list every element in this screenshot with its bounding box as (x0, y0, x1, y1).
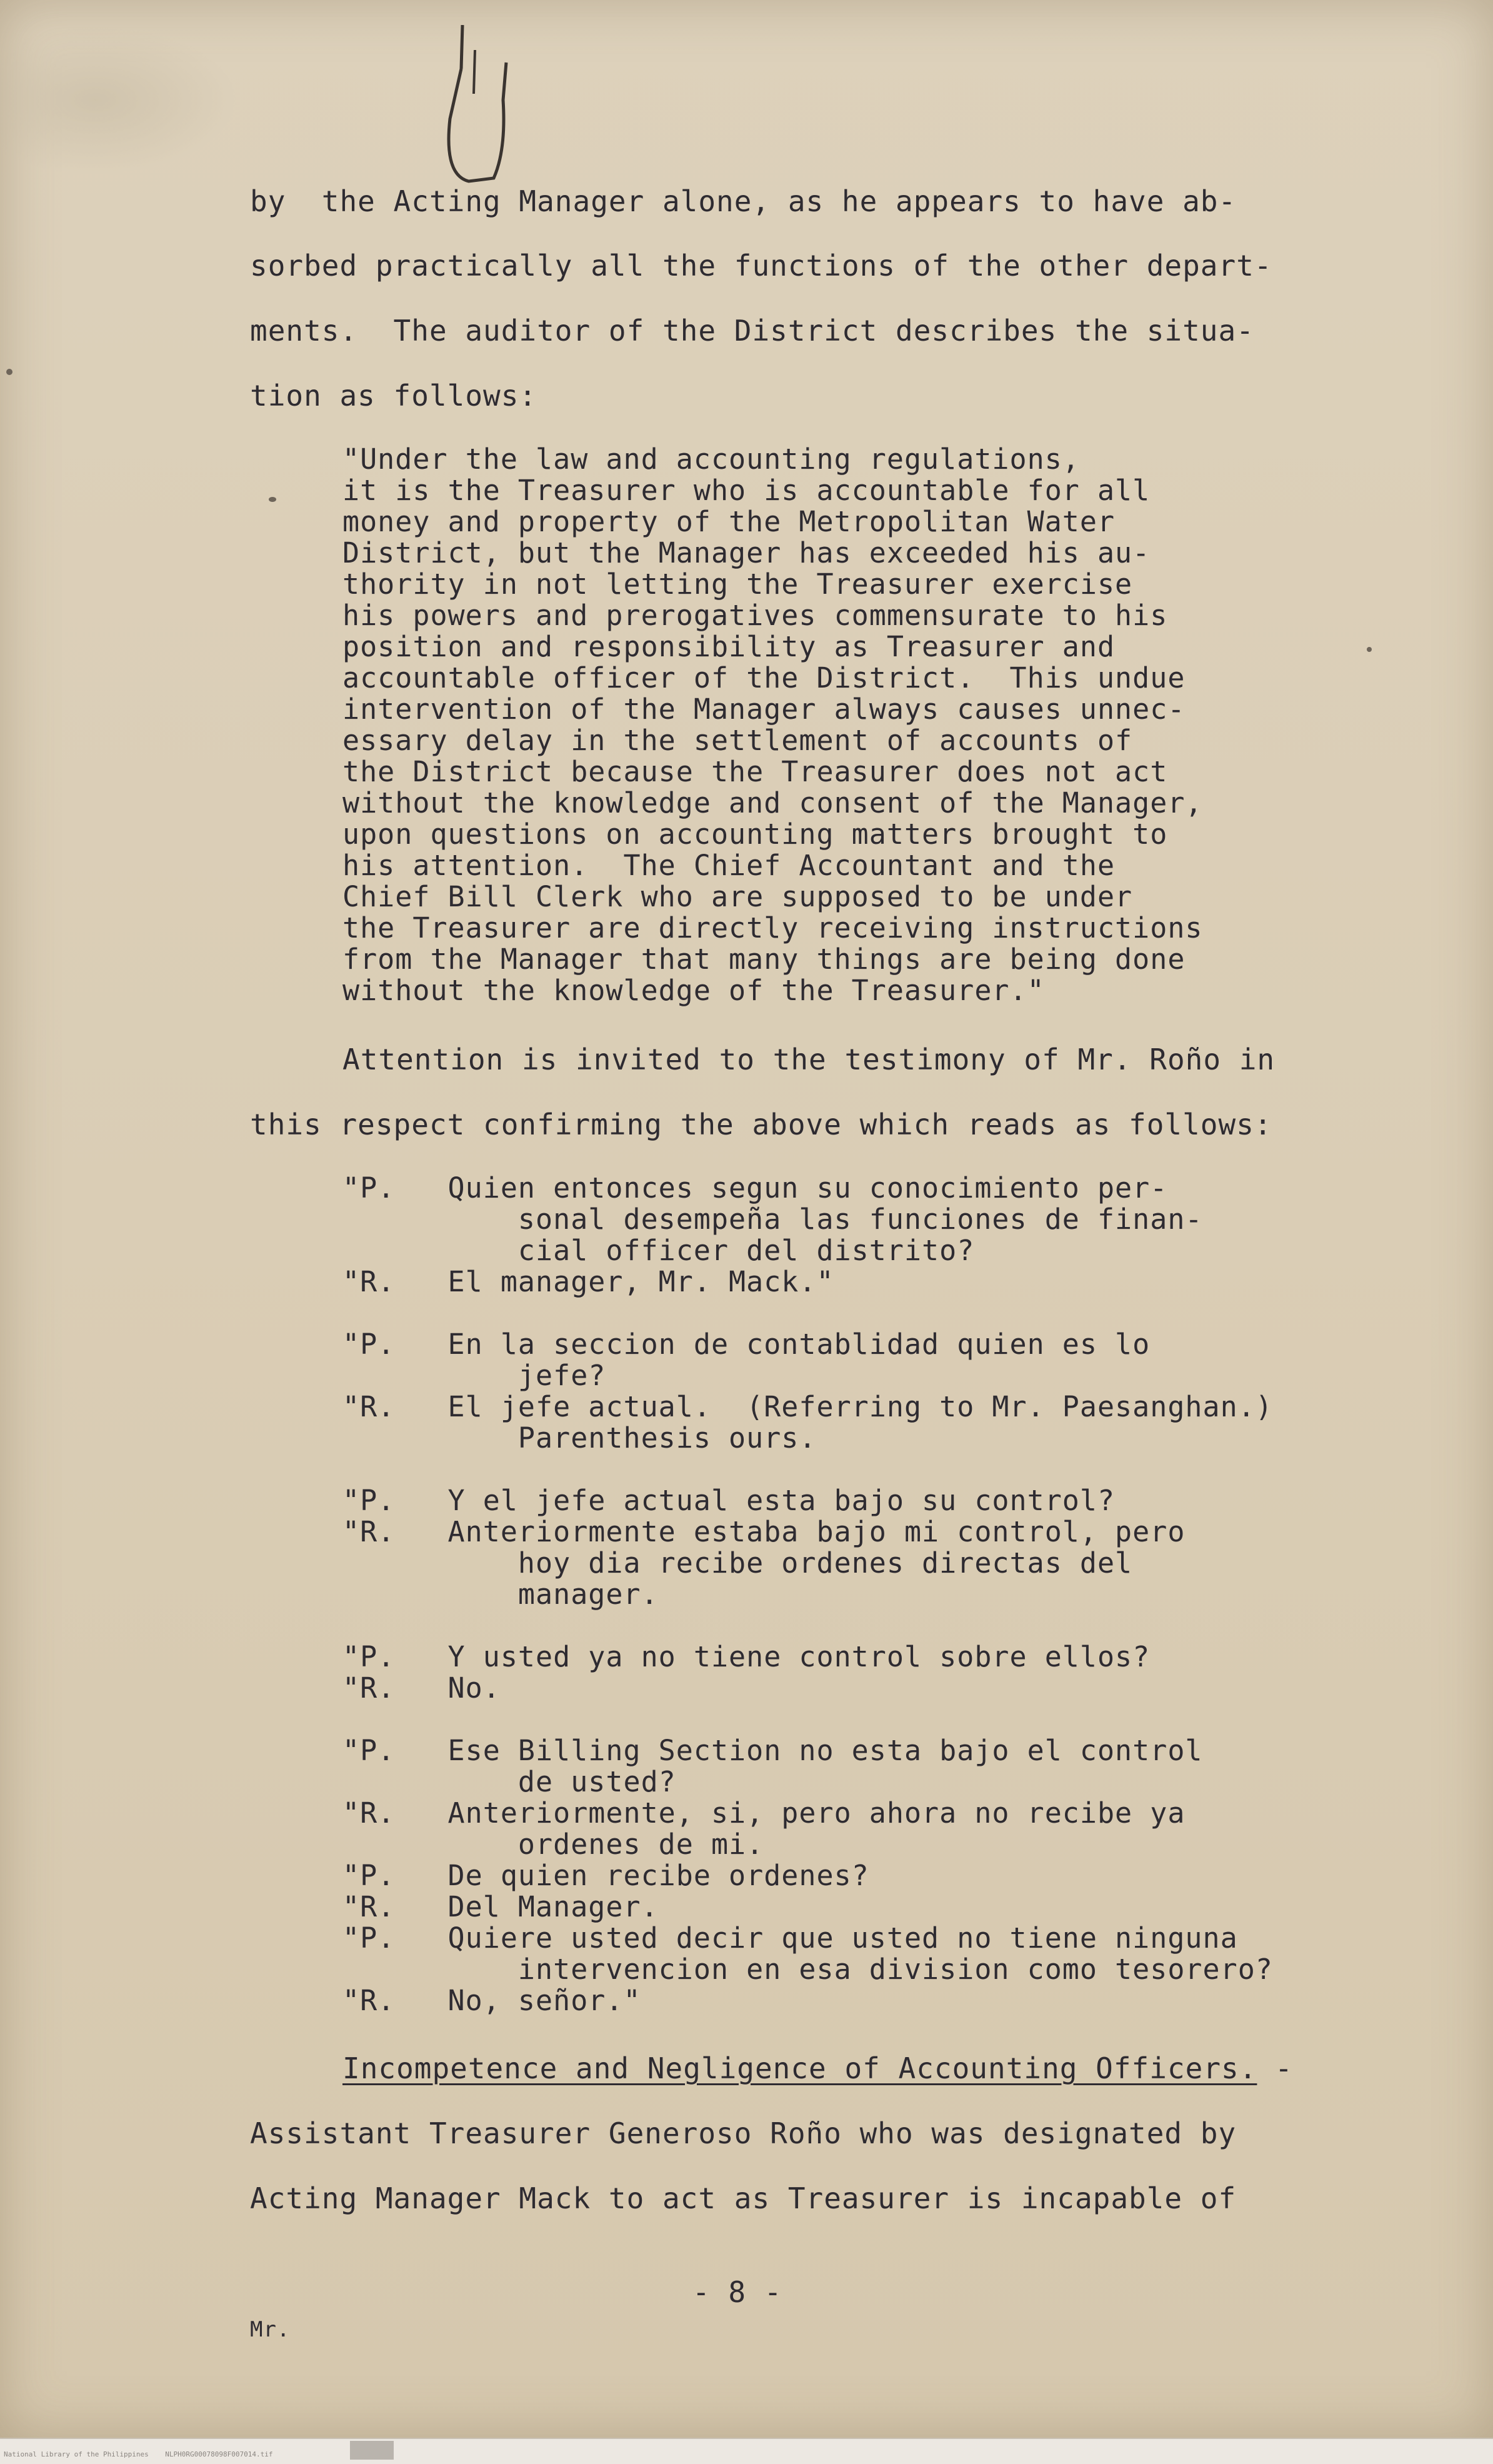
body-line: Attention is invited to the testimony of Mr. Roño in (342, 1043, 1276, 1076)
testimony-line: "R. El jefe actual. (Referring to Mr. Paesanghan.) (342, 1390, 1273, 1423)
speck (269, 497, 276, 502)
body-line: ments. The auditor of the District describes the situa- (250, 314, 1254, 348)
quote-line: without the knowledge of the Treasurer." (342, 974, 1045, 1007)
section-heading: Incompetence and Negligence of Accounting Officers. (342, 2051, 1257, 2085)
scan-footer-block (350, 2441, 394, 2460)
quote-line: without the knowledge and consent of the Manager, (342, 786, 1203, 819)
testimony-line: "R. El manager, Mr. Mack." (342, 1265, 834, 1298)
heading-dash: - (1257, 2051, 1293, 2085)
quote-line: District, but the Manager has exceeded his au- (342, 536, 1151, 569)
testimony-line: cial officer del distrito? (342, 1234, 975, 1267)
testimony-line: "P. Y el jefe actual esta bajo su control? (342, 1484, 1116, 1517)
testimony-line: hoy dia recibe ordenes directas del (342, 1546, 1133, 1580)
speck (1367, 647, 1372, 652)
testimony-line: "R. Anteriormente, si, pero ahora no recibe ya (342, 1796, 1186, 1830)
speck (6, 369, 12, 375)
quote-line: his attention. The Chief Accountant and the (342, 849, 1116, 882)
testimony-line: "R. No. (342, 1671, 501, 1705)
water-stain (0, 25, 237, 175)
testimony-line: de usted? (342, 1765, 676, 1798)
body-line: tion as follows: (250, 379, 537, 413)
quote-line: the Treasurer are directly receiving instructions (342, 911, 1203, 944)
testimony-line: jefe? (342, 1359, 606, 1392)
quote-line: Chief Bill Clerk who are supposed to be under (342, 880, 1133, 913)
body-line: this respect confirming the above which reads as follows: (250, 1108, 1272, 1141)
quote-line: thority in not letting the Treasurer exercise (342, 568, 1133, 601)
staple-mark-icon (425, 25, 531, 194)
quote-line: it is the Treasurer who is accountable for all (342, 474, 1151, 507)
testimony-line: "P. En la seccion de contablidad quien es lo (342, 1328, 1151, 1361)
quote-line: the District because the Treasurer does not act (342, 755, 1168, 788)
quote-line: accountable officer of the District. This undue (342, 661, 1186, 694)
testimony-line: "P. Y usted ya no tiene control sobre ellos? (342, 1640, 1151, 1673)
quote-line: his powers and prerogatives commensurate to his (342, 599, 1168, 632)
quote-line: upon questions on accounting matters brought to (342, 818, 1168, 851)
scan-footer-text: National Library of the Philippines NLPH0RG00078098F007014.tif (4, 2450, 273, 2458)
testimony-line: "P. Ese Billing Section no esta bajo el control (342, 1734, 1203, 1767)
section-heading-line (342, 2051, 1293, 2085)
body-line: by the Acting Manager alone, as he appears to have ab- (250, 184, 1237, 218)
body-line: sorbed practically all the functions of the other depart- (250, 249, 1272, 283)
testimony-line: ordenes de mi. (342, 1828, 764, 1861)
testimony-line: "R. No, señor." (342, 1984, 641, 2017)
testimony-line: manager. (342, 1578, 659, 1611)
quote-line: intervention of the Manager always causes unnec- (342, 693, 1186, 726)
quote-line: essary delay in the settlement of accounts of (342, 724, 1133, 757)
testimony-line: "P. De quien recibe ordenes? (342, 1859, 869, 1892)
testimony-line: sonal desempeña las funciones de finan- (342, 1203, 1203, 1236)
testimony-line: "R. Anteriormente estaba bajo mi control, pero (342, 1515, 1186, 1548)
testimony-line: "R. Del Manager. (342, 1890, 659, 1923)
testimony-line: intervencion en esa division como tesorero? (342, 1953, 1273, 1986)
quote-line: money and property of the Metropolitan Water (342, 505, 1116, 538)
quote-line: from the Manager that many things are being done (342, 943, 1186, 976)
body-line: Acting Manager Mack to act as Treasurer is incapable of (250, 2181, 1237, 2215)
quote-line: position and responsibility as Treasurer and (342, 630, 1116, 663)
testimony-line: "P. Quiere usted decir que usted no tiene ninguna (342, 1921, 1238, 1955)
quote-line: "Under the law and accounting regulations, (342, 443, 1080, 476)
page-number: - 8 - (692, 2275, 782, 2309)
testimony-line: Parenthesis ours. (342, 1421, 817, 1455)
typist-initials: Mr. (250, 2317, 291, 2342)
body-line: Assistant Treasurer Generoso Roño who was designated by (250, 2116, 1237, 2150)
testimony-line: "P. Quien entonces segun su conocimiento per- (342, 1171, 1168, 1204)
